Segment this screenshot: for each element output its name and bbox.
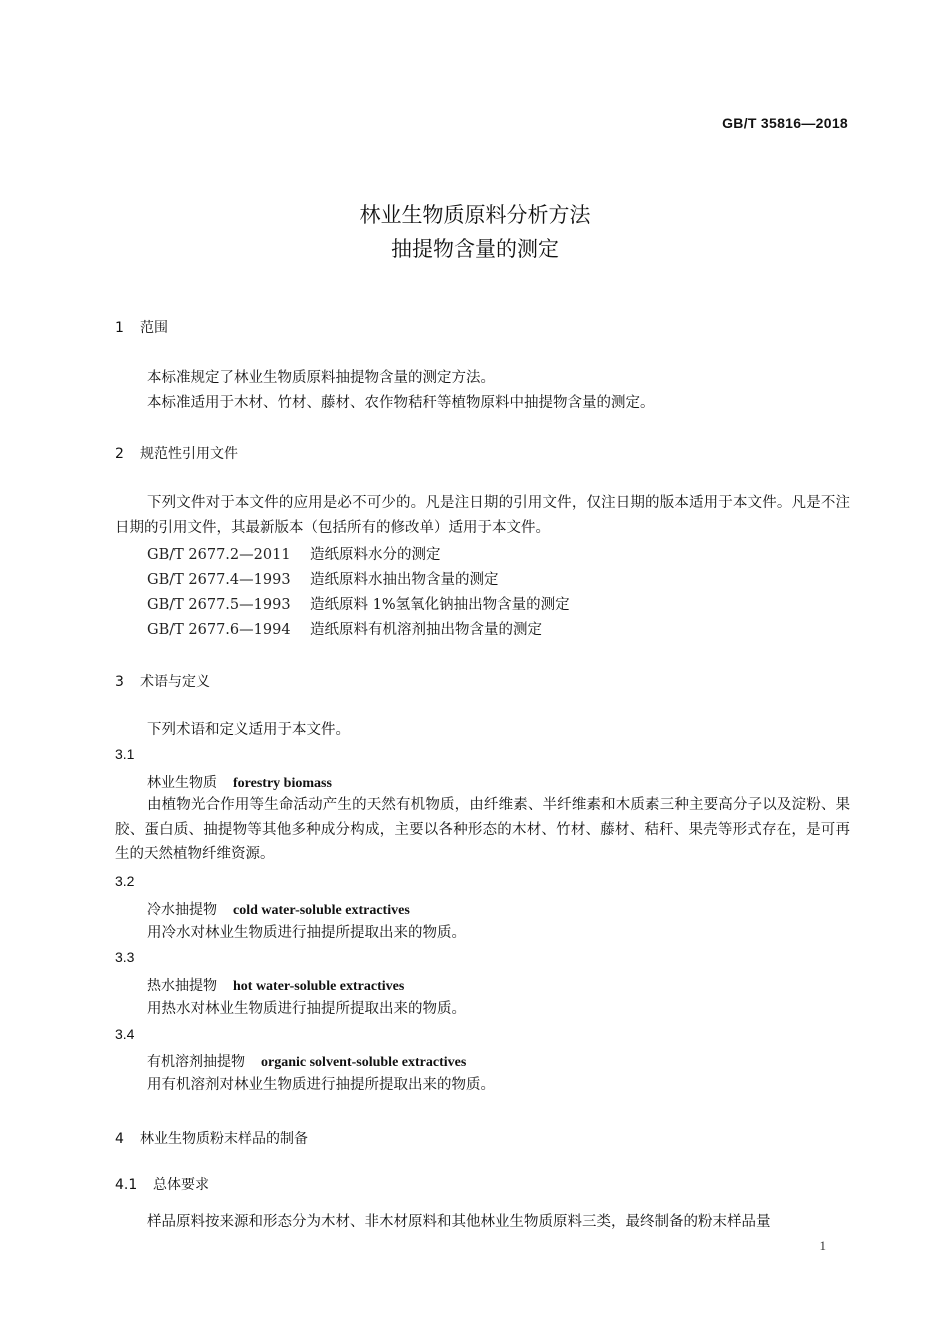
term-definition: 用有机溶剂对林业生物质进行抽提所提取出来的物质。 bbox=[147, 1077, 495, 1093]
term-heading bbox=[147, 772, 332, 792]
reference-code: GB/T 2677.6—1994 bbox=[147, 622, 291, 638]
reference-item bbox=[147, 593, 570, 614]
term-number: 3.2 bbox=[115, 873, 135, 889]
paragraph: 下列术语和定义适用于本文件。 bbox=[147, 722, 350, 738]
subsection-4-1-heading bbox=[115, 1174, 209, 1194]
term-zh: 热水抽提物 bbox=[147, 978, 217, 994]
reference-item bbox=[147, 543, 441, 564]
section-number: 2 bbox=[115, 446, 124, 462]
section-number: 3 bbox=[115, 674, 124, 690]
term-number: 3.1 bbox=[115, 746, 135, 762]
reference-item bbox=[147, 618, 542, 639]
term-definition: 由植物光合作用等生命活动产生的天然有机物质，由纤维素、半纤维素和木质素三种主要高分子以及淀粉、果胶、蛋白质、抽提物等其他多种成分构成，主要以各种形态的木材、竹材、藤材、秸秆、果壳等形式存在，是可再生的天然植物纤维资源。 bbox=[115, 797, 850, 862]
paragraph: 本标准适用于木材、竹材、藤材、农作物秸秆等植物原料中抽提物含量的测定。 bbox=[147, 395, 655, 411]
term-number: 3.4 bbox=[115, 1026, 135, 1042]
section-4-heading bbox=[115, 1128, 308, 1148]
term-heading bbox=[147, 1051, 466, 1071]
subsection-title: 总体要求 bbox=[153, 1177, 209, 1193]
section-number: 1 bbox=[115, 320, 124, 336]
section-2-heading bbox=[115, 443, 238, 463]
term-zh: 林业生物质 bbox=[147, 775, 217, 791]
term-zh: 冷水抽提物 bbox=[147, 902, 217, 918]
reference-item bbox=[147, 568, 499, 589]
standard-number: GB/T 35816—2018 bbox=[722, 115, 848, 131]
term-definition: 用热水对林业生物质进行抽提所提取出来的物质。 bbox=[147, 1001, 466, 1017]
section-title: 规范性引用文件 bbox=[140, 446, 238, 462]
term-en: forestry biomass bbox=[233, 776, 332, 791]
section-title: 范围 bbox=[140, 320, 168, 336]
reference-title: 造纸原料水抽出物含量的测定 bbox=[310, 572, 499, 588]
term-en: cold water-soluble extractives bbox=[233, 903, 410, 918]
section-number: 4 bbox=[115, 1131, 124, 1147]
reference-code: GB/T 2677.5—1993 bbox=[147, 597, 291, 613]
term-definition: 用冷水对林业生物质进行抽提所提取出来的物质。 bbox=[147, 925, 466, 941]
reference-code: GB/T 2677.4—1993 bbox=[147, 572, 291, 588]
section-title: 林业生物质粉末样品的制备 bbox=[140, 1131, 308, 1147]
reference-title: 造纸原料水分的测定 bbox=[310, 547, 441, 563]
reference-code: GB/T 2677.2—2011 bbox=[147, 547, 291, 563]
reference-title: 造纸原料 1%氢氧化钠抽出物含量的测定 bbox=[310, 597, 570, 613]
paragraph: 本标准规定了林业生物质原料抽提物含量的测定方法。 bbox=[147, 370, 495, 386]
document-title-line-2: 抽提物含量的测定 bbox=[391, 237, 559, 261]
subsection-number: 4.1 bbox=[115, 1177, 138, 1193]
term-heading bbox=[147, 975, 404, 995]
paragraph: 样品原料按来源和形态分为木材、非木材原料和其他林业生物质原料三类，最终制备的粉末样品量 bbox=[147, 1214, 771, 1230]
reference-title: 造纸原料有机溶剂抽出物含量的测定 bbox=[310, 622, 542, 638]
term-heading bbox=[147, 899, 410, 919]
term-en: hot water-soluble extractives bbox=[233, 979, 405, 994]
section-3-heading bbox=[115, 671, 210, 691]
term-number: 3.3 bbox=[115, 949, 135, 965]
term-en: organic solvent-soluble extractives bbox=[261, 1055, 467, 1070]
paragraph: 下列文件对于本文件的应用是必不可少的。凡是注日期的引用文件，仅注日期的版本适用于本文件。凡是不注日期的引用文件，其最新版本（包括所有的修改单）适用于本文件。 bbox=[115, 495, 850, 536]
page-number: 1 bbox=[819, 1238, 826, 1253]
section-title: 术语与定义 bbox=[140, 674, 210, 690]
term-zh: 有机溶剂抽提物 bbox=[147, 1054, 245, 1070]
section-1-heading bbox=[115, 317, 168, 337]
document-title-line-1: 林业生物质原料分析方法 bbox=[359, 203, 591, 227]
